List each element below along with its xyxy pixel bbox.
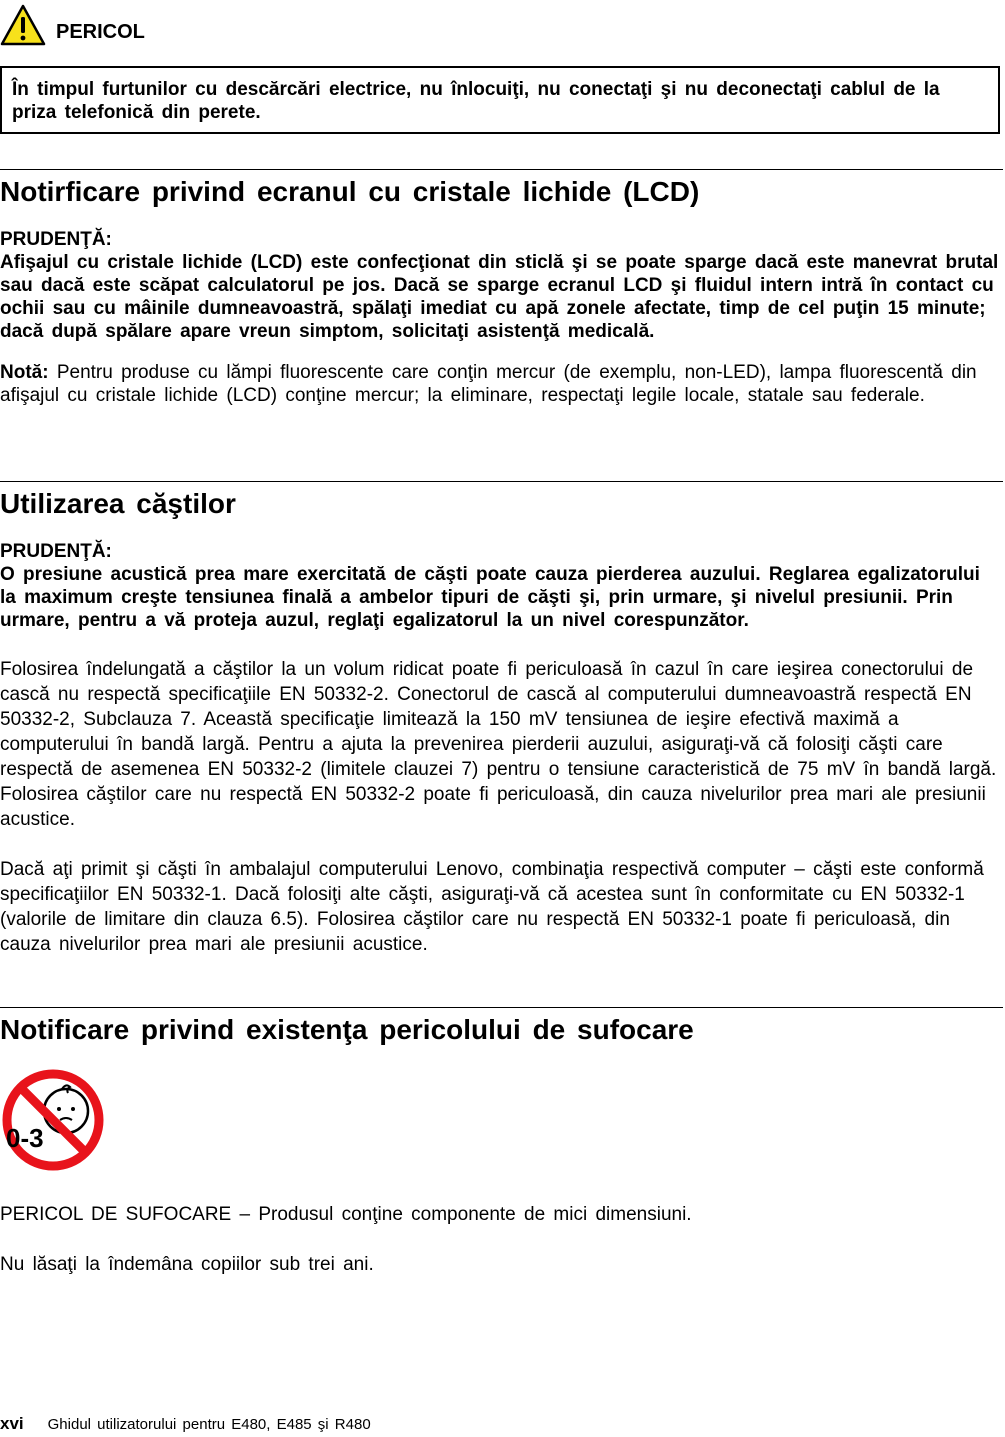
lcd-section [0, 169, 1003, 407]
lcd-caution-title: PRUDENŢĂ: [0, 229, 112, 250]
headphones-paragraph-1: Folosirea îndelungată a căştilor la un volum ridicat poate fi periculoasă în cazul în care ieşirea conectorului de cască nu respectă specificaţiile EN 50332-2. Conectorul de cască al computerului dumneavoastră respectă EN 50332-2, Subclauza 7. Această specificaţie limitează la 150 mV tensiunea de ieşire efectivă maximă a computerului în bandă largă. Pentru a ajuta la prevenirea pierderii auzului, asiguraţi-vă că folosiţi căşti care respectă de asemenea EN 50332-2 (limitele clauzei 7) pentru o tensiune caracteristică de 75 mV în bandă largă. Folosirea căştilor care nu respectă EN 50332-2 poate fi periculoasă, din cauza nivelurilor prea mari ale presiunii acustice. [0, 659, 997, 830]
note-label: Notă: [0, 362, 49, 383]
headphones-caution-title: PRUDENŢĂ: [0, 541, 112, 562]
headphones-paragraph-2: Dacă aţi primit şi căşti în ambalajul computerului Lenovo, combinaţia respectivă computer – căşti este conformă specificaţiilor EN 50332-1. Dacă folosiţi alte căşti, asiguraţi-vă că acestea sunt în conformitate cu EN 50332-1 (valorile de limitare din clauza 6.5). Folosirea căştilor care nu respectă EN 50332-1 poate fi periculoasă, din cauza nivelurilor prea mari ale presiunii acustice. [0, 859, 984, 955]
note-text: Pentru produse cu lămpi fluorescente care conţin mercur (de exemplu, non-LED), lampa fluorescentă din afişajul cu cristale lichide (LCD) conţine mercur; la eliminare, respectaţi legile locale, statale sau federale. [0, 362, 977, 406]
page-footer [0, 1414, 371, 1434]
choking-hazard-sign [0, 1067, 1003, 1178]
headphones-caution-text: O presiune acustică prea mare exercitată de căşti poate cauza pierderea auzului. Reglarea egalizatorului la maximum creşte tensiunea finală a ambelor tipuri de căşti şi, prin urmare, şi nivelul presiunii. Prin urmare, pentru a vă proteja auzul, reglaţi egalizatorul la un nivel corespunzător. [0, 564, 980, 631]
no-children-0-3-icon [0, 1067, 106, 1173]
danger-header [0, 0, 145, 50]
headphones-heading: Utilizarea căştilor [0, 488, 236, 519]
choking-heading: Notificare privind existenţa pericolului de sufocare [0, 1014, 694, 1045]
page-number: xvi [0, 1414, 24, 1433]
lcd-caution-text: Afişajul cu cristale lichide (LCD) este confecţionat din sticlă şi se poate sparge dacă este manevrat brutal sau dacă este scăpat calculatorul pe jos. Dacă se sparge ecranul LCD şi fluidul intern intră în contact cu ochii sau cu mâinile dumneavoastră, spălaţi imediat cu apă zonele afectate, timp de cel puţin 15 minute; dacă după spălare apare vreun simptom, solicitaţi asistenţă medicală. [0, 252, 999, 342]
danger-box [0, 66, 1000, 134]
section-divider [0, 481, 1003, 482]
warning-triangle-icon [0, 4, 46, 46]
age-range-label: 0-3 [6, 1123, 44, 1153]
headphones-section [0, 481, 1003, 957]
lcd-heading: Notirficare privind ecranul cu cristale lichide (LCD) [0, 176, 700, 207]
choking-paragraph-2: Nu lăsaţi la îndemâna copiilor sub trei ani. [0, 1254, 374, 1275]
choking-paragraph-1: PERICOL DE SUFOCARE – Produsul conţine componente de mici dimensiuni. [0, 1204, 692, 1225]
section-divider [0, 169, 1003, 170]
lcd-note [0, 361, 1003, 407]
danger-label: PERICOL [56, 20, 145, 43]
section-divider [0, 1007, 1003, 1008]
danger-text: În timpul furtunilor cu descărcări electrice, nu înlocuiţi, nu conectaţi şi nu deconectaţi cablul de la priza telefonică din perete. [12, 79, 940, 123]
choking-section [0, 1007, 1003, 1277]
document-title: Ghidul utilizatorului pentru E480, E485 şi R480 [47, 1416, 371, 1433]
